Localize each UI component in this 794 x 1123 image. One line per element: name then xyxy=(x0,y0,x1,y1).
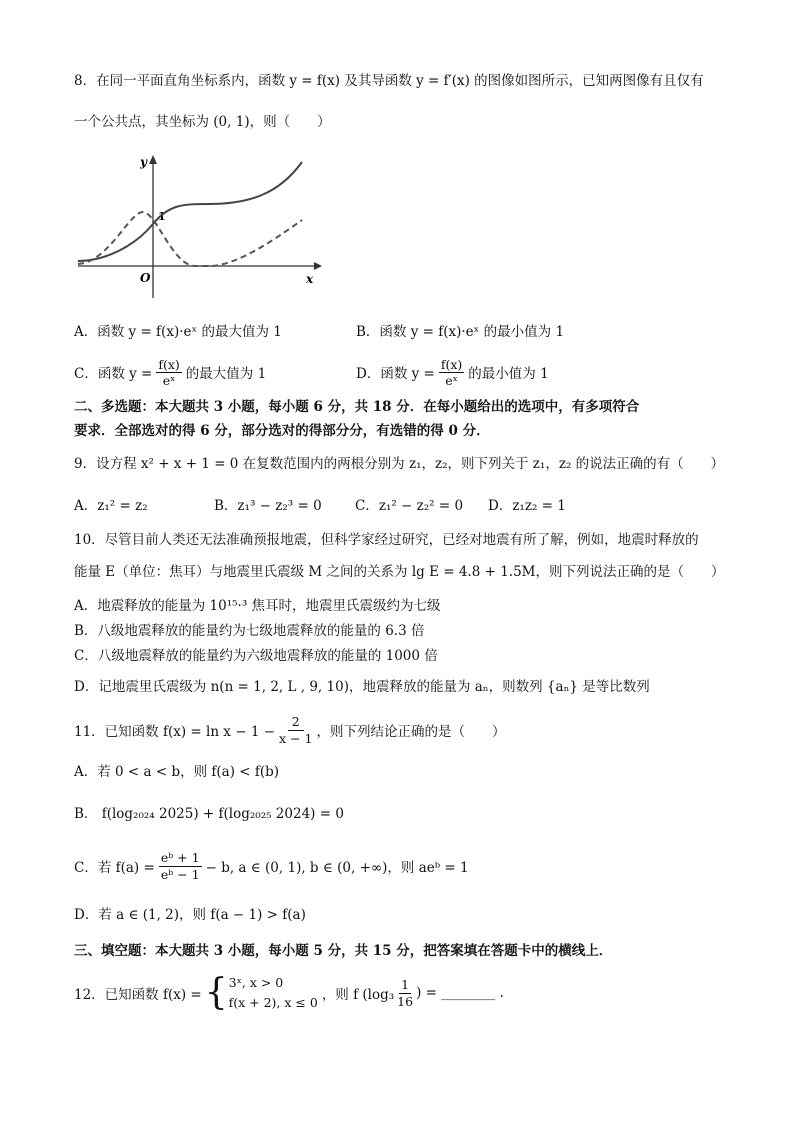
q8-stem-line1: 8．在同一平面直角坐标系内，函数 y = f(x) 及其导函数 y = f′(x) 的图像如图所示，已知两图像有且仅有 xyxy=(74,73,704,89)
q8-option-d xyxy=(356,354,549,390)
q8-option-b: B．函数 y = f(x)·eˣ 的最小值为 1 xyxy=(356,324,565,340)
section2-heading-line1: 二、多选题：本大题共 3 小题，每小题 6 分，共 18 分．在每小题给出的选项中，有多项符合 xyxy=(74,399,640,415)
q10-stem-line2: 能量 E（单位：焦耳）与地震里氏震级 M 之间的关系为 lg E = 4.8 + 1.5M，则下列说法正确的是（ ） xyxy=(74,564,725,580)
curve-f xyxy=(78,162,302,261)
q8-option-d-fraction xyxy=(439,357,464,388)
q8-stem-line2: 一个公共点，其坐标为 (0, 1)，则（ ） xyxy=(74,114,331,130)
graph-y-label: y xyxy=(140,155,147,169)
q11-option-c-fraction xyxy=(159,850,202,883)
q8-option-c-fraction xyxy=(156,357,181,388)
q11-option-c-prefix: C．若 f(a) = xyxy=(74,860,155,876)
q12-log-numerator: 1 xyxy=(401,976,410,992)
q8-option-d-suffix: 的最小值为 1 xyxy=(468,366,549,382)
curve-f-prime xyxy=(78,212,302,266)
q9-stem: 9．设方程 x² + x + 1 = 0 在复数范围内的两根分别为 z₁，z₂，则下列关于 z₁，z₂ 的说法正确的有（ ） xyxy=(74,456,725,472)
q11-option-c-numerator: eᵇ + 1 xyxy=(160,849,200,865)
q11-stem-prefix: 11．已知函数 f(x) = ln x − 1 − xyxy=(74,724,276,740)
q8-option-c xyxy=(74,354,266,390)
q8-option-d-numerator: f(x) xyxy=(440,356,463,372)
q11-option-d: D．若 a ∈ (1, 2)，则 f(a − 1) > f(a) xyxy=(74,907,306,923)
q8-function-graph xyxy=(74,152,324,302)
q12-answer-blank[interactable]: ) = ________ . xyxy=(416,985,504,1001)
q8-option-d-denominator: eˣ xyxy=(445,372,458,388)
q12-stem-prefix: 12．已知函数 f(x) = xyxy=(74,987,202,1003)
q12-log-fraction xyxy=(397,977,413,1010)
section3-heading: 三、填空题：本大题共 3 小题，每小题 5 分，共 15 分，把答案填在答题卡中的横线上． xyxy=(74,943,613,959)
q12-piecewise-brace: { xyxy=(204,972,228,1013)
q9-option-d: D．z₁z₂ = 1 xyxy=(488,498,566,514)
q10-option-d: D．记地震里氏震级为 n(n = 1, 2, L , 9, 10)，地震释放的能量为 aₙ，则数列 {aₙ} 是等比数列 xyxy=(74,679,650,695)
q12-case-positive: 3ˣ, x > 0 xyxy=(228,975,284,990)
q8-option-c-prefix: C．函数 y = xyxy=(74,366,153,382)
graph-x-label: x xyxy=(306,272,314,286)
section2-heading-line2: 要求．全部选对的得 6 分，部分选对的得部分分，有选错的得 0 分． xyxy=(74,423,490,439)
q8-option-c-suffix: 的最大值为 1 xyxy=(185,366,267,382)
q11-stem xyxy=(74,710,505,750)
q11-option-c xyxy=(74,846,469,886)
q11-option-c-suffix: − b, a ∈ (0, 1), b ∈ (0, +∞)，则 aeᵇ = 1 xyxy=(205,860,469,876)
q12-case-nonpositive: f(x + 2), x ≤ 0 xyxy=(228,995,318,1010)
q12-stem xyxy=(74,970,504,1016)
q8-option-a: A．函数 y = f(x)·eˣ 的最大值为 1 xyxy=(74,324,282,340)
q12-piecewise-cases xyxy=(229,973,318,1013)
q11-stem-numerator: 2 xyxy=(288,714,304,731)
q10-option-b: B．八级地震释放的能量约为七级地震释放的能量的 6.3 倍 xyxy=(74,623,425,639)
q9-option-b: B．z₁³ − z₂³ = 0 xyxy=(214,498,322,514)
q10-stem-line1: 10．尽管目前人类还无法准确预报地震，但科学家经过研究，已经对地震有所了解，例如，地震时释放的 xyxy=(74,532,699,548)
q8-option-d-prefix: D．函数 y = xyxy=(356,366,435,382)
q11-option-c-denominator: eᵇ − 1 xyxy=(160,866,200,882)
q9-option-a: A．z₁² = z₂ xyxy=(74,498,148,514)
graph-origin-label: O xyxy=(140,271,151,285)
q12-log-denominator: 16 xyxy=(397,993,414,1009)
graph-point-label: 1 xyxy=(158,210,166,223)
q10-option-a: A．地震释放的能量为 10¹⁵·³ 焦耳时，地震里氏震级约为七级 xyxy=(74,598,441,614)
q12-stem-middle: ，则 f (log₃ xyxy=(321,987,395,1003)
q11-option-b: B． f(log₂₀₂₄ 2025) + f(log₂₀₂₅ 2024) = 0 xyxy=(74,806,344,822)
q11-option-a: A．若 0 < a < b，则 f(a) < f(b) xyxy=(74,764,280,780)
q11-stem-denominator: x − 1 xyxy=(279,730,313,746)
q11-stem-suffix: ，则下列结论正确的是（ ） xyxy=(316,724,506,740)
q10-option-c: C．八级地震释放的能量约为六级地震释放的能量的 1000 倍 xyxy=(74,648,438,664)
q8-option-c-denominator: eˣ xyxy=(162,372,176,388)
q11-stem-fraction xyxy=(279,714,312,747)
q8-option-c-numerator: f(x) xyxy=(158,356,180,372)
q9-option-c: C．z₁² − z₂² = 0 xyxy=(355,498,464,514)
